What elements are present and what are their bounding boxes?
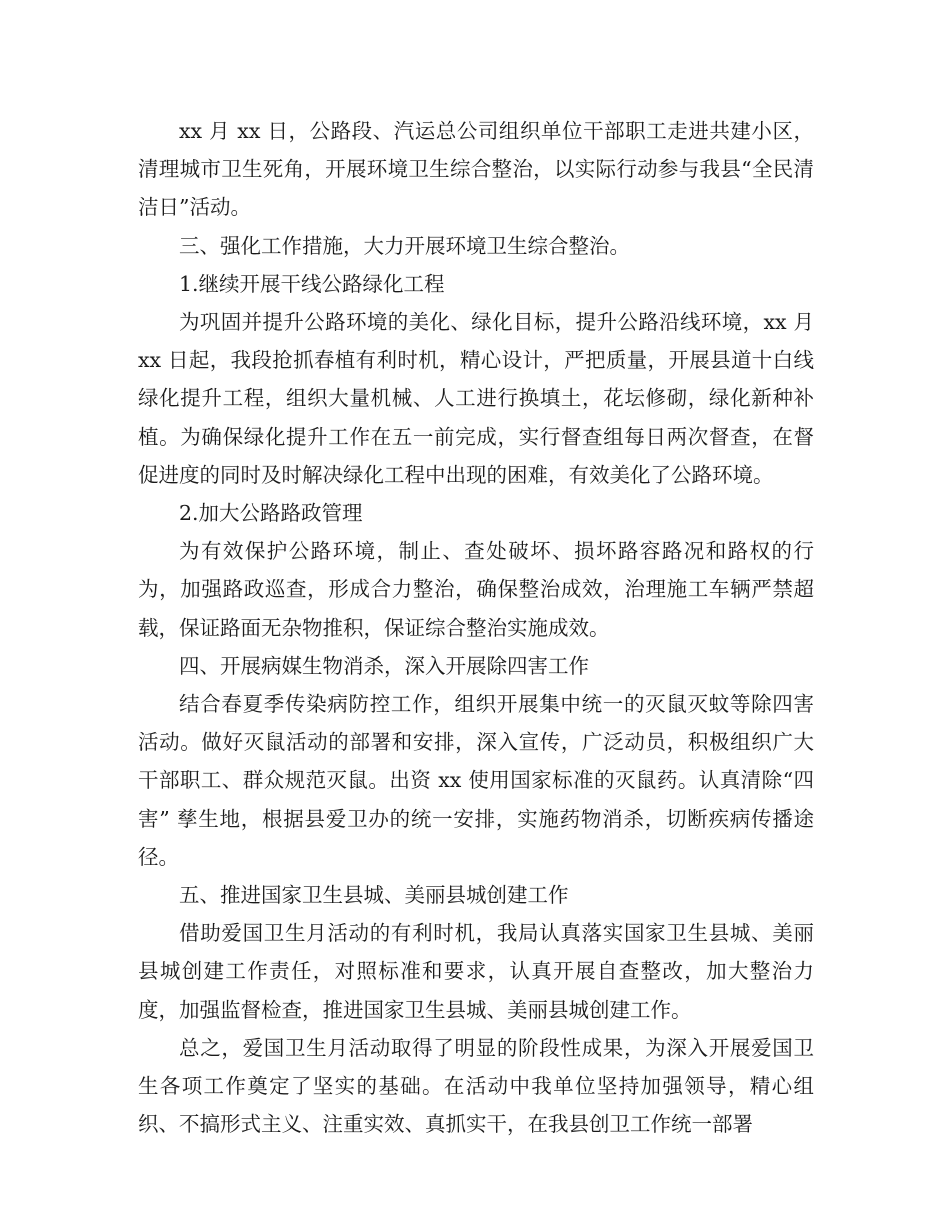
heading-section-three: 三、强化工作措施，大力开展环境卫生综合整治。 [179, 233, 630, 258]
paragraph-health-county: 借助爱国卫生月活动的有利时机，我局认真落实国家卫生县城、美丽县城创建工作责任，对照标准和要求，认真开展自查整改，加大整治力度，加强监督检查，推进国家卫生县城、美丽县城创建工作。 [138, 921, 814, 1022]
paragraph-greening-project: 为巩固并提升公路环境的美化、绿化目标，提升公路沿线环境，xx 月 xx 日起，我段抢抓春植有利时机，精心设计，严把质量，开展县道十白线绿化提升工程，组织大量机械、人工进行换填土，花坛修砌，绿化新种补植。为确保绿化提升工作在五一前完成，实行督查组每日两次督查，在督促进度的同时及时解决绿化工程中出现的困难，有效美化了公路环境。 [138, 310, 814, 487]
heading-section-four: 四、开展病媒生物消杀，深入开展除四害工作 [179, 653, 589, 678]
heading-section-five: 五、推进国家卫生县城、美丽县城创建工作 [179, 883, 569, 908]
subheading-road-administration: 2.加大公路路政管理 [179, 501, 363, 526]
paragraph-pest-control: 结合春夏季传染病防控工作，组织开展集中统一的灭鼠灭蚊等除四害活动。做好灭鼠活动的部署和安排，深入宣传，广泛动员，积极组织广大干部职工、群众规范灭鼠。出资 xx 使用国家标准的灭鼠药。认真清除“四害” 孳生地，根据县爱卫办的统一安排，实施药物消杀，切断疾病传播途径。 [138, 692, 814, 869]
paragraph-road-administration: 为有效保护公路环境，制止、查处破坏、损坏路容路况和路权的行为，加强路政巡查，形成合力整治，确保整治成效，治理施工车辆严禁超载，保证路面无杂物推积，保证综合整治实施成效。 [138, 539, 814, 640]
paragraph-summary: 总之，爱国卫生月活动取得了明显的阶段性成果，为深入开展爱国卫生各项工作奠定了坚实的基础。在活动中我单位坚持加强领导，精心组织、不搞形式主义、注重实效、真抓实干，在我县创卫工作统一部署 [138, 1035, 814, 1137]
document-page [138, 112, 814, 1143]
paragraph-community-cleanup: xx 月 xx 日，公路段、汽运总公司组织单位干部职工走进共建小区，清理城市卫生死角，开展环境卫生综合整治，以实际行动参与我县“全民清洁日”活动。 [138, 119, 814, 220]
subheading-greening-project: 1.继续开展干线公路绿化工程 [179, 271, 445, 296]
